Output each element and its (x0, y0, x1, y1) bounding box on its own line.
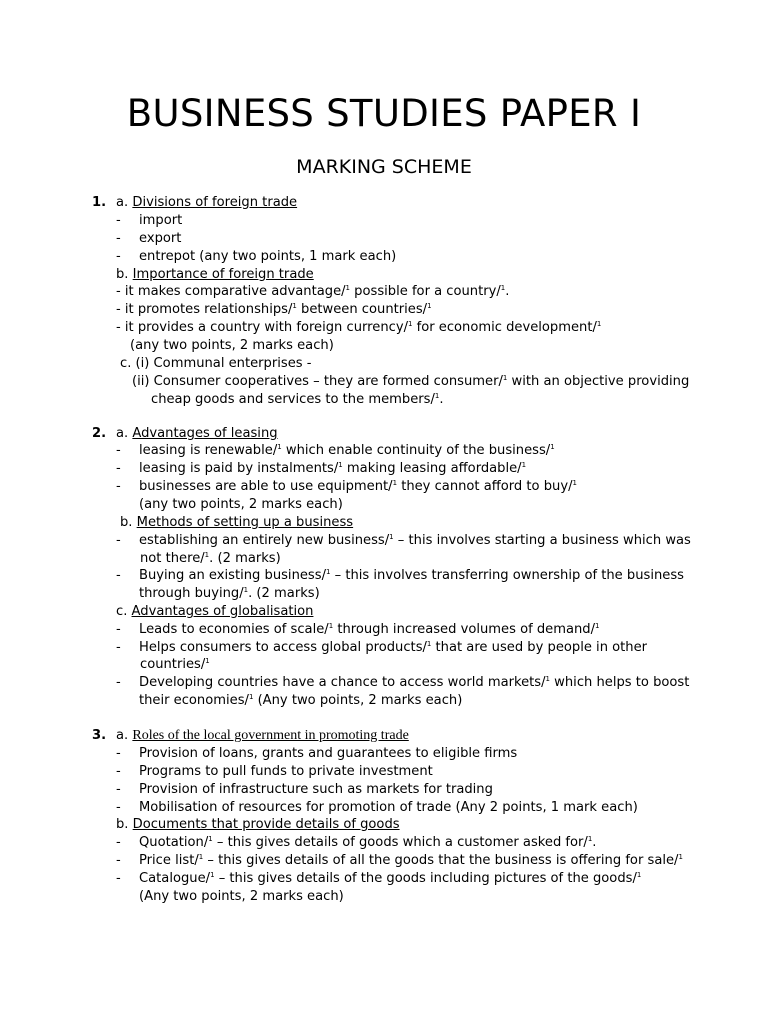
dash: - (116, 800, 121, 815)
dash: - (116, 533, 121, 548)
dash: - (116, 231, 121, 246)
dash: - (116, 782, 121, 797)
mark-superscript: 1 (678, 853, 683, 861)
q3b-item (139, 852, 683, 870)
mark-superscript: 1 (277, 443, 282, 451)
text: that are used by people in other (431, 640, 648, 655)
mark-superscript: 1 (208, 835, 213, 843)
mark-superscript: 1 (434, 392, 440, 400)
q2a-item (139, 478, 577, 496)
q2c-heading: Advantages of globalisation (131, 604, 314, 619)
q2b-heading: Methods of setting up a business (136, 515, 354, 530)
text: - it promotes relationships/ (116, 302, 293, 317)
q3a-heading: Roles of the local government in promoting trade (132, 728, 409, 743)
q3b-note: (Any two points, 2 marks each) (139, 889, 344, 904)
mark-superscript: 1 (292, 302, 297, 310)
text: leasing is renewable/ (139, 443, 278, 458)
q2a-item (139, 460, 526, 478)
text: . (2 marks) (209, 551, 281, 566)
dash: - (116, 479, 121, 494)
dash: - (116, 461, 121, 476)
q3b-prefix: b. (116, 817, 133, 832)
dash: - (116, 746, 121, 761)
text: leasing is paid by instalments/ (139, 461, 339, 476)
q3b-item (139, 834, 596, 852)
mark-superscript: 1 (427, 302, 432, 310)
text: – this gives details of all the goods that the business is offering for sale/ (203, 853, 679, 868)
q3a-heading-line (116, 727, 409, 745)
mark-superscript: 1 (595, 622, 600, 630)
text: which enable continuity of the business/ (281, 443, 551, 458)
text: between countries/ (296, 302, 428, 317)
mark-superscript: 1 (204, 551, 210, 559)
dash: - (116, 853, 121, 868)
q2c-prefix: c. (116, 604, 132, 619)
mark-superscript: 1 (407, 320, 413, 328)
text: through buying/ (139, 586, 244, 601)
q2a-heading: Advantages of leasing (132, 426, 278, 441)
text: – this gives details of the goods including pictures of the goods/ (214, 871, 637, 886)
dash: - (116, 640, 121, 655)
q2a-note: (any two points, 2 marks each) (139, 497, 343, 512)
text: (ii) Consumer cooperatives – they are formed consumer/ (132, 374, 503, 389)
q2b-prefix: b. (120, 515, 137, 530)
mark-superscript: 1 (500, 284, 506, 292)
dash: - (116, 835, 121, 850)
q1b-line (116, 283, 509, 301)
text: which helps to boost (550, 675, 690, 690)
mark-superscript: 1 (392, 479, 398, 487)
q1b-note: (any two points, 2 marks each) (130, 338, 334, 353)
mark-superscript: 1 (502, 374, 508, 382)
question-number: 1. (92, 195, 107, 210)
q2b-item-cont (140, 550, 281, 568)
text: . (439, 392, 444, 407)
text: with an objective providing (507, 374, 690, 389)
q2b-heading-line (120, 514, 353, 532)
q2c-item (139, 674, 689, 692)
q1b-line (116, 301, 432, 319)
q1c-ii-line-cont (151, 391, 444, 409)
text: Quotation/ (139, 835, 209, 850)
q2b-item-cont (139, 585, 320, 603)
text: possible for a country/ (350, 284, 501, 299)
mark-superscript: 1 (521, 461, 527, 469)
q3a-item: Provision of infrastructure such as markets for trading (139, 782, 493, 797)
text: – this gives details of goods which a customer asked for/ (212, 835, 588, 850)
dash: - (116, 213, 121, 228)
q2a-item (139, 442, 555, 460)
dash: - (116, 249, 121, 264)
q1b-heading: Importance of foreign trade (132, 267, 314, 282)
dash: - (116, 675, 121, 690)
q1a-prefix: a. (116, 195, 133, 210)
mark-superscript: 1 (243, 586, 249, 594)
text: – this involves transferring ownership of the business (330, 568, 684, 583)
text: Helps consumers to access global products/ (139, 640, 427, 655)
q1a-item: entrepot (any two points, 1 mark each) (139, 249, 397, 264)
page-subtitle: MARKING SCHEME (296, 156, 472, 178)
q3a-prefix: a. (116, 728, 133, 743)
q1a-item: export (139, 231, 182, 246)
q3b-item (139, 870, 641, 888)
mark-superscript: 1 (636, 871, 642, 879)
mark-superscript: 1 (205, 657, 210, 665)
q1a-item: import (139, 213, 183, 228)
mark-superscript: 1 (550, 443, 555, 451)
dash: - (116, 568, 121, 583)
q2a-prefix: a. (116, 426, 133, 441)
text: . (505, 284, 510, 299)
q1b-line (116, 319, 601, 337)
q2a-heading-line (116, 425, 278, 443)
mark-superscript: 1 (389, 533, 394, 541)
mark-superscript: 1 (345, 284, 351, 292)
mark-superscript: 1 (587, 835, 593, 843)
text: Leads to economies of scale/ (139, 622, 329, 637)
text: . (2 marks) (248, 586, 320, 601)
text: countries/ (140, 657, 206, 672)
q1a-heading-line (116, 194, 297, 212)
page-title: BUSINESS STUDIES PAPER I (126, 92, 642, 135)
dash: - (116, 622, 121, 637)
text: Price list/ (139, 853, 199, 868)
q2c-item (139, 621, 600, 639)
text: not there/ (140, 551, 205, 566)
mark-superscript: 1 (338, 461, 343, 469)
q1a-heading: Divisions of foreign trade (132, 195, 298, 210)
text: - it provides a country with foreign currency/ (116, 320, 408, 335)
mark-superscript: 1 (572, 479, 577, 487)
q3b-heading: Documents that provide details of goods (132, 817, 400, 832)
text: they cannot afford to buy/ (397, 479, 573, 494)
q1c-ii-line (132, 373, 689, 391)
mark-superscript: 1 (325, 568, 331, 576)
text: Developing countries have a chance to access world markets/ (139, 675, 546, 690)
q1c-line: c. (i) Communal enterprises - (120, 356, 312, 371)
q3a-item: Provision of loans, grants and guarantees to eligible firms (139, 746, 518, 761)
q2b-item (139, 532, 691, 550)
mark-superscript: 1 (210, 871, 215, 879)
dash: - (116, 443, 121, 458)
q2b-item (139, 567, 684, 585)
text: making leasing affordable/ (342, 461, 522, 476)
question-number: 2. (92, 426, 107, 441)
q2c-item-cont (139, 692, 462, 710)
text: their economies/ (139, 693, 249, 708)
mark-superscript: 1 (545, 675, 551, 683)
q2c-item (139, 639, 647, 657)
dash: - (116, 871, 121, 886)
text: for economic development/ (412, 320, 597, 335)
q2c-heading-line (116, 603, 313, 621)
text: . (592, 835, 597, 850)
text: - it makes comparative advantage/ (116, 284, 346, 299)
mark-superscript: 1 (426, 640, 432, 648)
mark-superscript: 1 (596, 320, 602, 328)
text: (Any two points, 2 marks each) (253, 693, 463, 708)
mark-superscript: 1 (328, 622, 334, 630)
text: through increased volumes of demand/ (333, 622, 596, 637)
q1b-heading-line (116, 266, 314, 284)
text: businesses are able to use equipment/ (139, 479, 393, 494)
q3a-item: Mobilisation of resources for promotion of trade (Any 2 points, 1 mark each) (139, 800, 638, 815)
text: Buying an existing business/ (139, 568, 326, 583)
q3a-item: Programs to pull funds to private investment (139, 764, 433, 779)
mark-superscript: 1 (248, 693, 254, 701)
question-number: 3. (92, 728, 107, 743)
dash: - (116, 764, 121, 779)
q1b-prefix: b. (116, 267, 133, 282)
q2c-item-cont (140, 656, 210, 674)
q3b-heading-line (116, 816, 400, 834)
mark-superscript: 1 (198, 853, 204, 861)
text: establishing an entirely new business/ (139, 533, 390, 548)
text: Catalogue/ (139, 871, 211, 886)
text: – this involves starting a business which was (393, 533, 691, 548)
text: cheap goods and services to the members/ (151, 392, 435, 407)
